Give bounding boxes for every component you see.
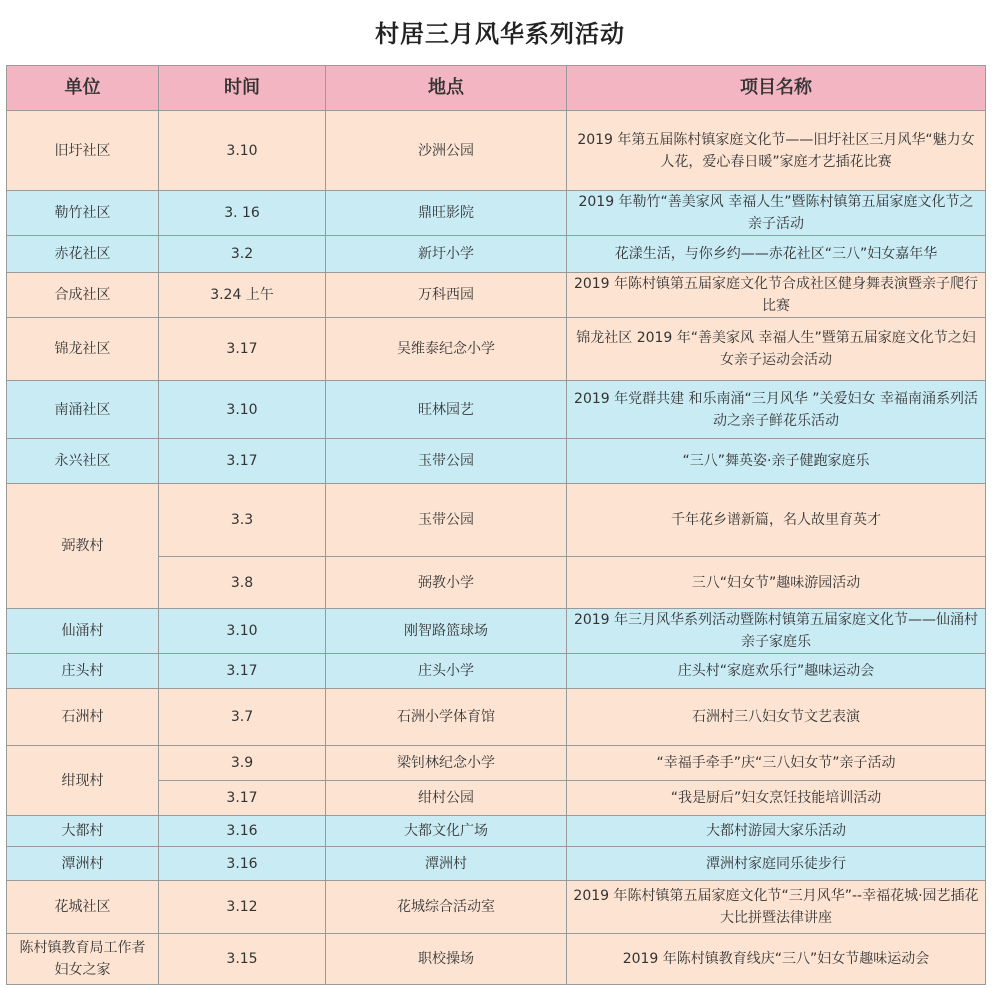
cell-project-name: 大都村游园大家乐活动: [567, 816, 986, 847]
cell-place: 弼教小学: [326, 557, 567, 609]
table-row: [7, 191, 986, 236]
cell-place: 玉带公园: [326, 439, 567, 484]
activities-table: [6, 65, 986, 985]
cell-time: 3.10: [159, 111, 326, 191]
cell-project-name: 2019 年勒竹“善美家风 幸福人生”暨陈村镇第五届家庭文化节之亲子活动: [567, 191, 986, 236]
cell-time: 3.9: [159, 746, 326, 781]
cell-time: 3.17: [159, 654, 326, 689]
cell-unit: 锦龙社区: [7, 318, 159, 381]
cell-project-name: “幸福手牵手”庆“三八妇女节”亲子活动: [567, 746, 986, 781]
cell-unit: 旧圩社区: [7, 111, 159, 191]
cell-place: 万科西园: [326, 273, 567, 318]
cell-project-name: 花漾生活，与你乡约——赤花社区“三八”妇女嘉年华: [567, 236, 986, 273]
cell-unit: 大都村: [7, 816, 159, 847]
cell-unit: 弼教村: [7, 484, 159, 609]
cell-place: 职校操场: [326, 934, 567, 985]
cell-unit: 永兴社区: [7, 439, 159, 484]
cell-project-name: 2019 年党群共建 和乐南涌“三月风华 ”关爱妇女 幸福南涌系列活动之亲子鲜花乐活动: [567, 381, 986, 439]
cell-time: 3.12: [159, 881, 326, 934]
cell-project-name: 三八“妇女节”趣味游园活动: [567, 557, 986, 609]
cell-time: 3.24 上午: [159, 273, 326, 318]
cell-place: 吴维泰纪念小学: [326, 318, 567, 381]
table-row: [7, 609, 986, 654]
cell-time: 3.10: [159, 381, 326, 439]
cell-time: 3.17: [159, 781, 326, 816]
table-row: [7, 381, 986, 439]
cell-place: 绀村公园: [326, 781, 567, 816]
cell-project-name: 庄头村“家庭欢乐行”趣味运动会: [567, 654, 986, 689]
cell-time: 3.17: [159, 439, 326, 484]
cell-project-name: 2019 年第五届陈村镇家庭文化节——旧圩社区三月风华“魅力女人花，爱心春日暖”家庭才艺插花比赛: [567, 111, 986, 191]
cell-time: 3. 16: [159, 191, 326, 236]
cell-place: 梁钊林纪念小学: [326, 746, 567, 781]
table-row: [7, 689, 986, 746]
cell-place: 鼎旺影院: [326, 191, 567, 236]
header-time: 时间: [159, 66, 326, 111]
cell-unit: 勒竹社区: [7, 191, 159, 236]
cell-time: 3.17: [159, 318, 326, 381]
cell-unit: 合成社区: [7, 273, 159, 318]
cell-unit: 潭洲村: [7, 847, 159, 881]
cell-time: 3.3: [159, 484, 326, 557]
cell-project-name: 2019 年陈村镇第五届家庭文化节“三月风华”--幸福花城·园艺插花大比拼暨法律讲座: [567, 881, 986, 934]
cell-unit: 仙涌村: [7, 609, 159, 654]
cell-time: 3.7: [159, 689, 326, 746]
cell-place: 大都文化广场: [326, 816, 567, 847]
table-row: [7, 746, 986, 781]
cell-unit: 石洲村: [7, 689, 159, 746]
table-row: [7, 111, 986, 191]
table-row: [7, 318, 986, 381]
table-row: [7, 236, 986, 273]
cell-unit: 南涌社区: [7, 381, 159, 439]
cell-time: 3.15: [159, 934, 326, 985]
cell-project-name: “三八”舞英姿·亲子健跑家庭乐: [567, 439, 986, 484]
cell-unit: 绀现村: [7, 746, 159, 816]
cell-unit: 陈村镇教育局工作者妇女之家: [7, 934, 159, 985]
page-title: 村居三月风华系列活动: [375, 20, 625, 48]
cell-time: 3.8: [159, 557, 326, 609]
cell-unit: 花城社区: [7, 881, 159, 934]
cell-unit: 庄头村: [7, 654, 159, 689]
cell-place: 刚智路篮球场: [326, 609, 567, 654]
cell-unit: 赤花社区: [7, 236, 159, 273]
header-project-name: 项目名称: [567, 66, 986, 111]
cell-place: 旺林园艺: [326, 381, 567, 439]
table-row: [7, 654, 986, 689]
cell-project-name: 千年花乡谱新篇，名人故里育英才: [567, 484, 986, 557]
table-row: [7, 816, 986, 847]
table-row: [7, 439, 986, 484]
table-row: [7, 484, 986, 557]
cell-project-name: 石洲村三八妇女节文艺表演: [567, 689, 986, 746]
cell-time: 3.10: [159, 609, 326, 654]
table-row: [7, 934, 986, 985]
cell-project-name: 2019 年陈村镇教育线庆“三八”妇女节趣味运动会: [567, 934, 986, 985]
cell-project-name: 潭洲村家庭同乐徒步行: [567, 847, 986, 881]
table-row: [7, 273, 986, 318]
cell-project-name: 锦龙社区 2019 年“善美家风 幸福人生”暨第五届家庭文化节之妇女亲子运动会活动: [567, 318, 986, 381]
cell-place: 沙洲公园: [326, 111, 567, 191]
cell-time: 3.2: [159, 236, 326, 273]
cell-place: 庄头小学: [326, 654, 567, 689]
cell-project-name: “我是厨后”妇女烹饪技能培训活动: [567, 781, 986, 816]
header-row: [7, 66, 986, 111]
header-place: 地点: [326, 66, 567, 111]
cell-place: 花城综合活动室: [326, 881, 567, 934]
table-row: [7, 881, 986, 934]
header-unit: 单位: [7, 66, 159, 111]
cell-place: 石洲小学体育馆: [326, 689, 567, 746]
cell-project-name: 2019 年三月风华系列活动暨陈村镇第五届家庭文化节——仙涌村亲子家庭乐: [567, 609, 986, 654]
table-row: [7, 847, 986, 881]
cell-place: 玉带公园: [326, 484, 567, 557]
cell-project-name: 2019 年陈村镇第五届家庭文化节合成社区健身舞表演暨亲子爬行比赛: [567, 273, 986, 318]
cell-place: 潭洲村: [326, 847, 567, 881]
cell-time: 3.16: [159, 847, 326, 881]
cell-time: 3.16: [159, 816, 326, 847]
cell-place: 新圩小学: [326, 236, 567, 273]
